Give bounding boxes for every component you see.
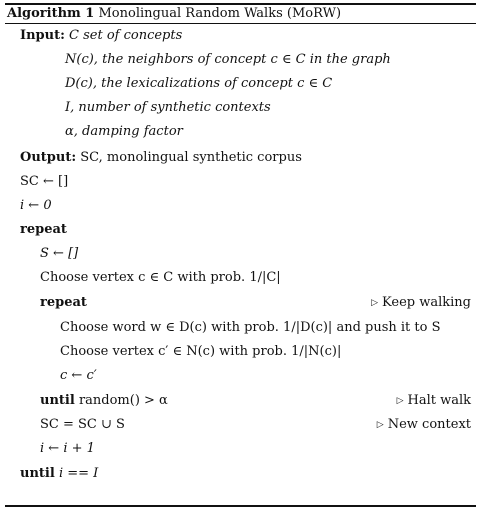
line-append-sc: SC = SC ∪ S	[40, 417, 125, 432]
comment-marker-icon: ▷	[376, 420, 384, 430]
input-item-contexts: I, number of synthetic contexts	[65, 100, 271, 115]
algorithm-header	[7, 6, 341, 21]
algorithm-label: Algorithm 1	[7, 6, 95, 21]
comment-marker-icon: ▷	[396, 396, 404, 406]
input-item-lexicalizations: D(c), the lexicalizations of concept c ∈ C	[65, 76, 333, 91]
output-keyword: Output:	[20, 150, 77, 165]
comment-halt-walk-text: Halt walk	[407, 393, 471, 408]
input-item-concepts: C set of concepts	[69, 28, 183, 43]
comment-keep-walking-text: Keep walking	[382, 295, 471, 310]
comment-keep-walking	[371, 294, 471, 312]
input-keyword: Input:	[20, 28, 65, 43]
line-init-i: i ← 0	[20, 198, 52, 213]
output-line	[20, 149, 302, 167]
input-line-1	[20, 27, 182, 45]
input-item-damping: α, damping factor	[65, 124, 183, 139]
line-init-sc: SC ← []	[20, 174, 69, 189]
comment-halt-walk	[397, 392, 471, 410]
line-inner-repeat: repeat	[40, 295, 87, 310]
outer-until-condition: i == I	[58, 466, 99, 481]
input-item-neighbors: N(c), the neighbors of concept c ∈ C in the graph	[65, 52, 391, 67]
line-update-c: c ← c′	[60, 368, 97, 383]
inner-until-keyword: until	[40, 393, 75, 408]
line-outer-repeat: repeat	[20, 222, 67, 237]
line-choose-word: Choose word w ∈ D(c) with prob. 1/|D(c)| and push it to S	[60, 320, 441, 335]
outer-until-keyword: until	[20, 466, 55, 481]
comment-new-context-text: New context	[387, 417, 471, 432]
comment-marker-icon: ▷	[371, 298, 379, 308]
top-rule	[5, 3, 476, 5]
output-text: SC, monolingual synthetic corpus	[80, 150, 302, 165]
line-increment-i: i ← i + 1	[40, 441, 95, 456]
line-init-s: S ← []	[40, 246, 79, 261]
line-choose-next-vertex: Choose vertex c′ ∈ N(c) with prob. 1/|N(c)|	[60, 344, 342, 359]
line-outer-until	[20, 465, 98, 483]
comment-new-context	[377, 416, 471, 434]
header-rule	[5, 23, 476, 24]
line-inner-until	[40, 392, 168, 410]
inner-until-condition: random() > α	[78, 393, 168, 408]
algorithm-title: Monolingual Random Walks (MoRW)	[98, 6, 342, 21]
bottom-rule	[5, 505, 476, 507]
line-choose-start-vertex: Choose vertex c ∈ C with prob. 1/|C|	[40, 270, 281, 285]
